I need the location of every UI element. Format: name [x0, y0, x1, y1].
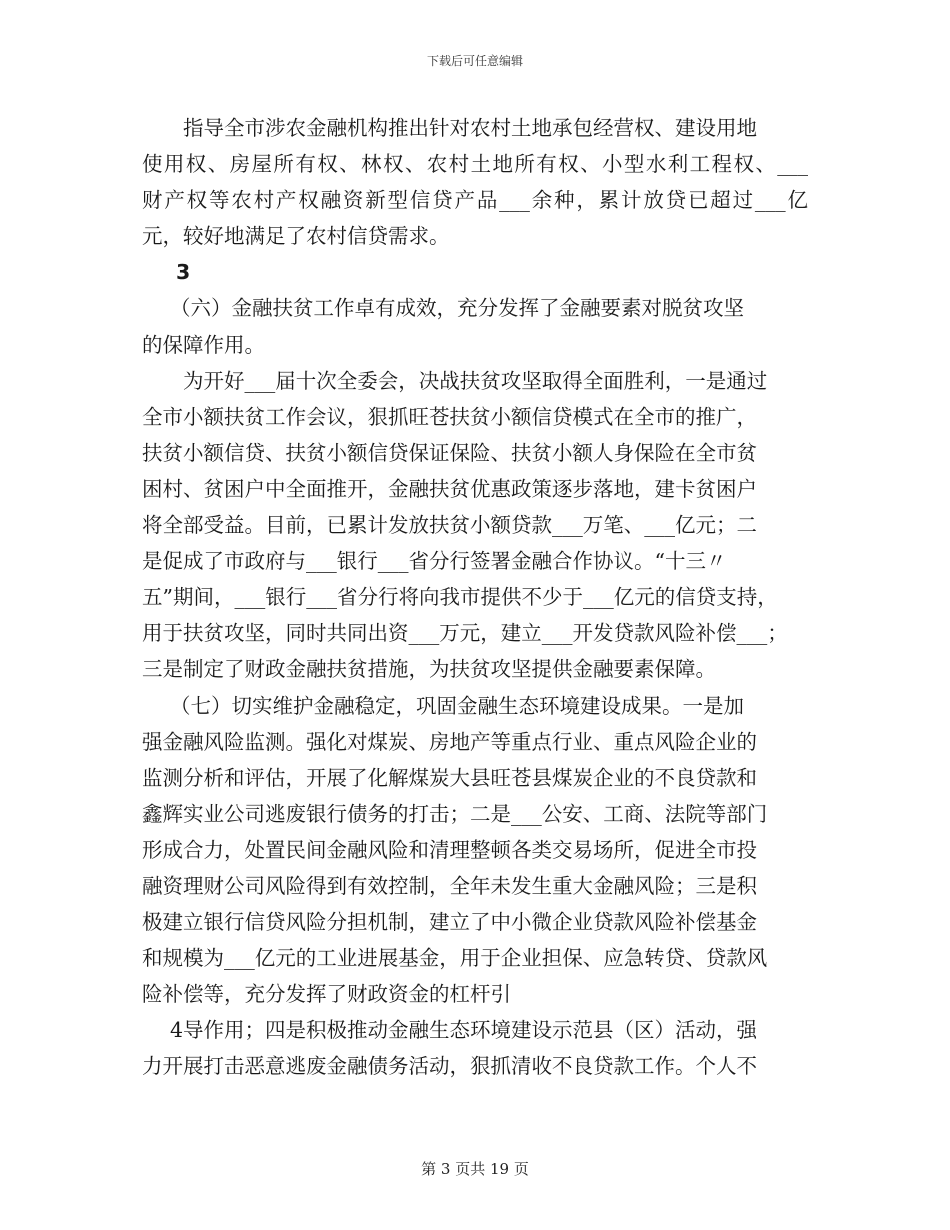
text-line: （六）金融扶贫工作卓有成效，充分发挥了金融要素对脱贫攻坚	[170, 296, 744, 321]
text-line: 为开好___届十次全委会，决战扶贫攻坚取得全面胜利，一是通过	[183, 368, 768, 393]
section-number: 3	[176, 260, 191, 285]
text-line: 险补偿等，充分发挥了财政资金的杠杆引	[142, 982, 511, 1007]
text-line: 财产权等农村产权融资新型信贷产品___余种，累计放贷已超过___亿	[142, 188, 808, 213]
text-line: 全市小额扶贫工作会议，狠抓旺苍扶贫小额信贷模式在全市的推广，	[142, 404, 757, 429]
text-line: 力开展打击恶意逃废金融债务活动，狠抓清收不良贷款工作。个人不	[142, 1054, 757, 1079]
text-line: 三是制定了财政金融扶贫措施，为扶贫攻坚提供金融要素保障。	[142, 657, 716, 682]
text-line: 指导全市涉农金融机构推出针对农村土地承包经营权、建设用地	[183, 116, 757, 140]
text-line: 将全部受益。目前，已累计发放扶贫小额贷款___万笔、___亿元；二	[142, 513, 757, 538]
text-line: 扶贫小额信贷、扶贫小额信贷保证保险、扶贫小额人身保险在全市贫	[142, 440, 757, 465]
text-line: 形成合力，处置民间金融风险和清理整顿各类交易场所，促进全市投	[142, 837, 757, 862]
text-line: 的保障作用。	[142, 332, 265, 357]
text-line: 五”期间，___银行___省分行将向我市提供不少于___亿元的信贷支持，	[142, 585, 778, 610]
text-line: 监测分析和评估，开展了化解煤炭大县旺苍县煤炭企业的不良贷款和	[142, 765, 757, 790]
text-line: 鑫辉实业公司逃废银行债务的打击；二是___公安、工商、法院等部门	[142, 801, 768, 826]
page-footer: 第 3 页共 19 页	[421, 1160, 529, 1178]
text-line: 元，较好地满足了农村信贷需求。	[142, 224, 450, 249]
text-line: 困村、贫困户中全面推开，金融扶贫优惠政策逐步落地，建卡贫困户	[142, 476, 757, 501]
document-body	[142, 110, 808, 1085]
text-line: 强金融风险监测。强化对煤炭、房地产等重点行业、重点风险企业的	[142, 729, 757, 754]
page-header: 下载后可任意编辑	[426, 54, 523, 68]
text-line: （七）切实维护金融稳定，巩固金融生态环境建设成果。一是加	[170, 693, 744, 718]
text-line: 4导作用；四是积极推动金融生态环境建设示范县（区）活动，强	[170, 1018, 758, 1043]
text-line: 使用权、房屋所有权、林权、农村土地所有权、小型水利工程权、___	[142, 152, 808, 177]
text-line: 是促成了市政府与___银行___省分行签署金融合作协议。“十三〃	[142, 549, 727, 574]
text-line: 用于扶贫攻坚，同时共同出资___万元，建立___开发贷款风险补偿___；	[142, 621, 788, 646]
text-line: 融资理财公司风险得到有效控制，全年未发生重大金融风险；三是积	[142, 873, 757, 898]
text-line: 和规模为___亿元的工业进展基金，用于企业担保、应急转贷、贷款风	[142, 946, 768, 971]
text-line: 极建立银行信贷风险分担机制，建立了中小微企业贷款风险补偿基金	[142, 910, 757, 935]
